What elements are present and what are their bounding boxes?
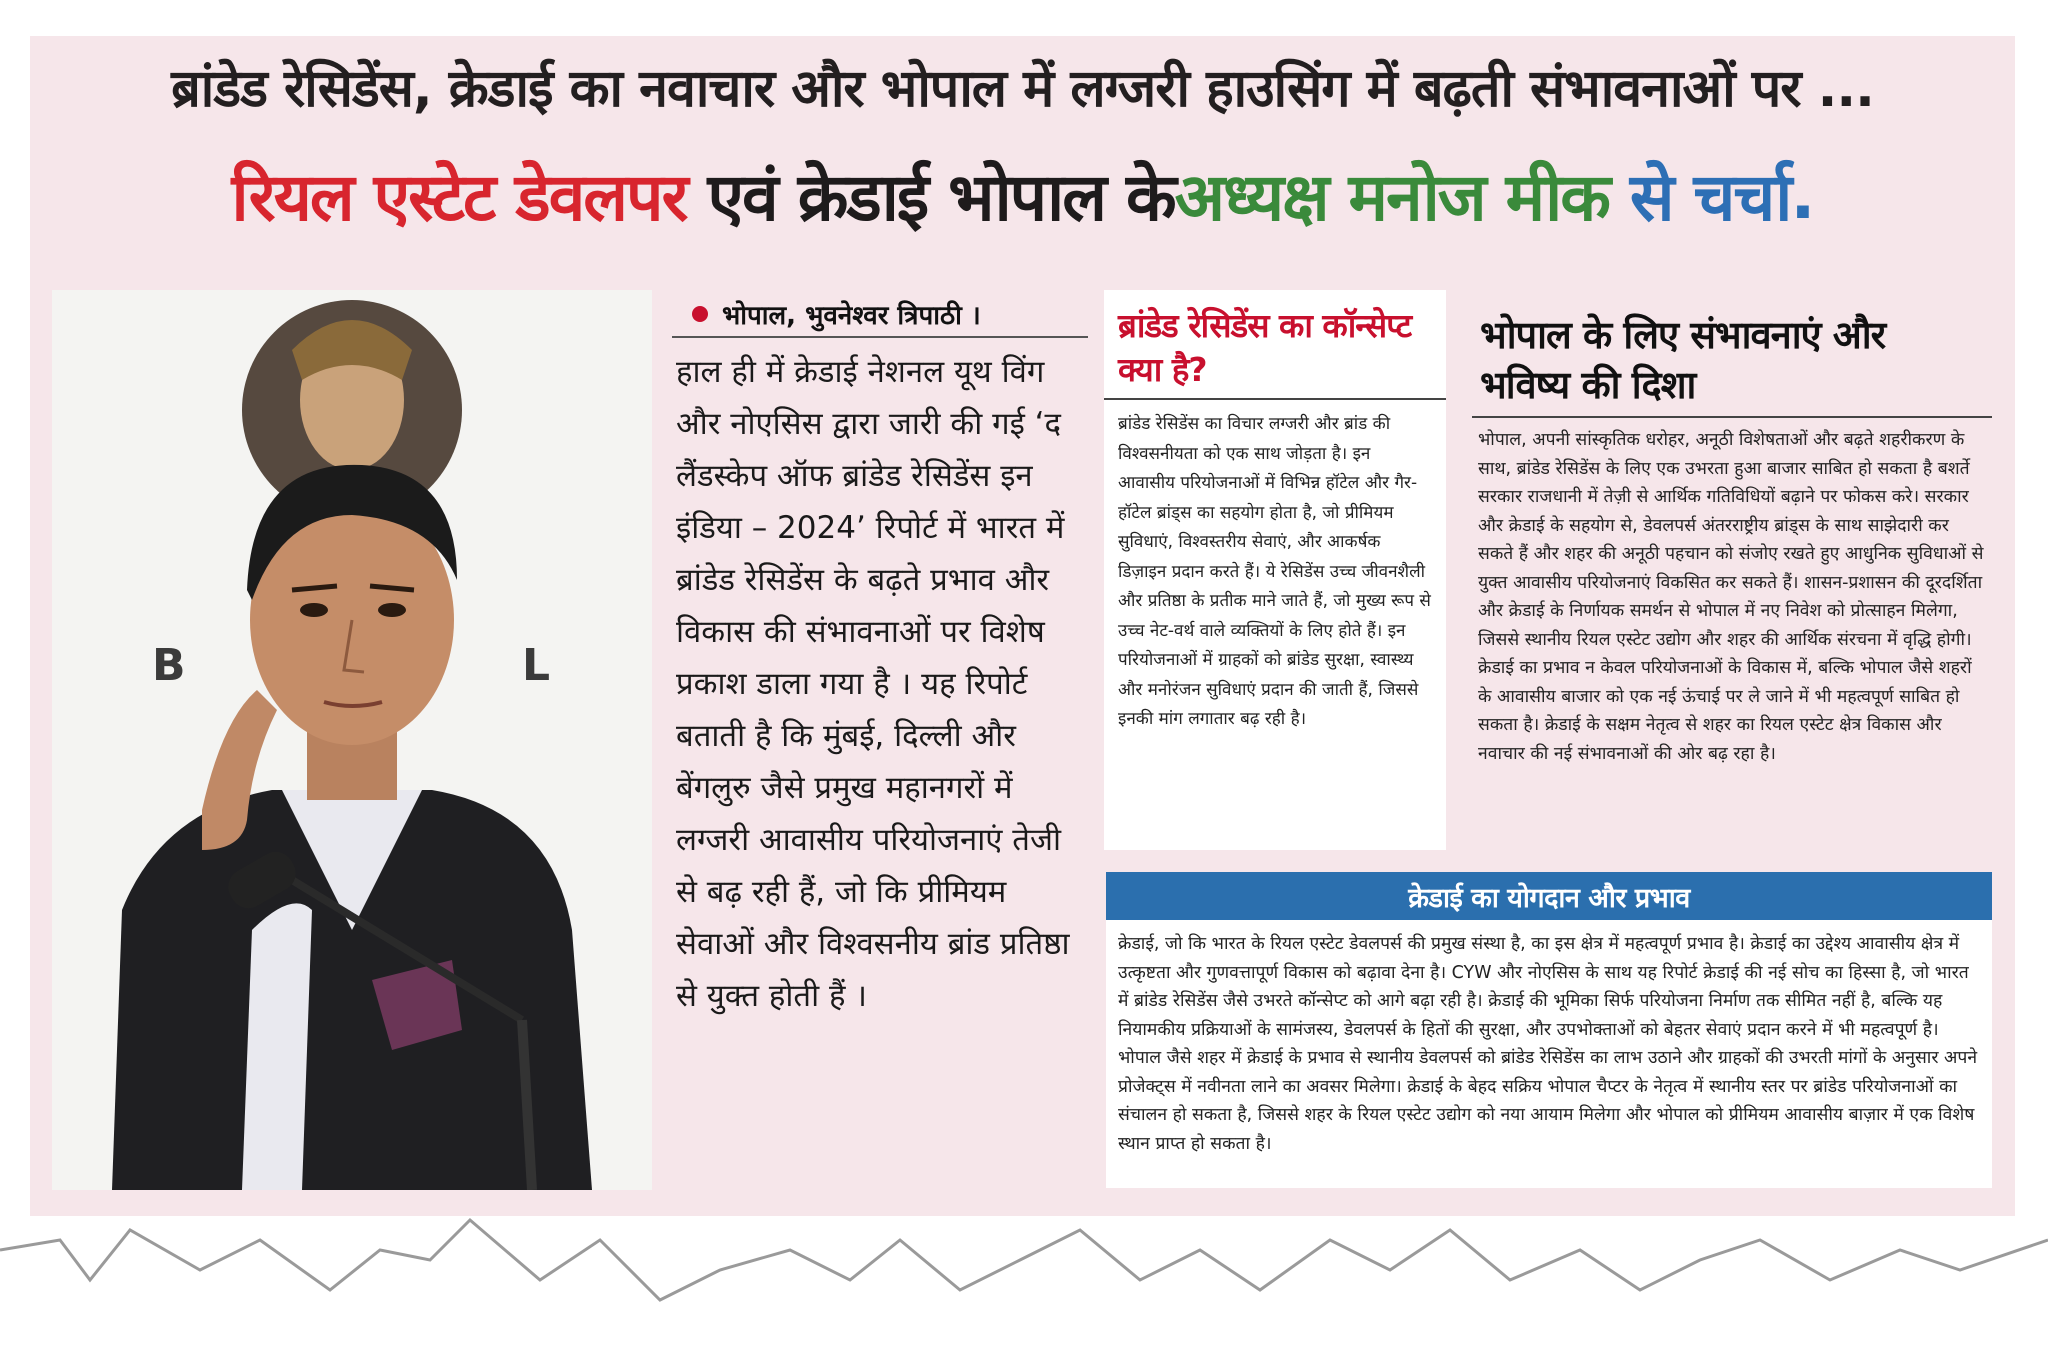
bullet-dot-icon: [692, 306, 708, 322]
future-paragraph-1: भोपाल, अपनी सांस्कृतिक धरोहर, अनूठी विशेषताओं और बढ़ते शहरीकरण के साथ, ब्रांडेड रेसिडेंस के लिए एक उभरता हुआ बाजार साबित हो सकता है बशर्ते सरकार राजधानी में तेज़ी से आर्थिक गतिविधियों बढ़ाने पर फोकस करे। सरकार और क्रेडाई के सहयोग से, डेवलपर्स अंतरराष्ट्रीय ब्रांड्स के साथ साझेदारी कर सकते हैं और शहर की अनूठी पहचान को संजोए रखते हुए आधुनिक सुविधाओं से युक्त आवासीय परियोजनाएं विकसित कर सकते हैं। शासन-प्रशासन की दूरदर्शिता और क्रेडाई के निर्णायक समर्थन से भोपाल में नए निवेश को प्रोत्साहन मिलेगा, जिससे स्थानीय रियल एस्टेट उद्योग और शहर की आर्थिक संरचना में वृद्धि होगी।: [1478, 430, 1984, 650]
concept-title: ब्रांडेड रेसिडेंस का कॉन्सेप्ट क्या है?: [1104, 290, 1446, 400]
headline-top: ब्रांडेड रेसिडेंस, क्रेडाई का नवाचार और भोपाल में लग्जरी हाउसिंग में बढ़ती संभावनाओं पर ...: [171, 58, 1874, 119]
future-paragraph-2: क्रेडाई का प्रभाव न केवल परियोजनाओं के विकास में, बल्कि भोपाल जैसे शहरों के आवासीय बाजार को एक नई ऊंचाई पर ले जाने में भी महत्वपूर्ण साबित हो सकता है। क्रेडाई के सक्षम नेतृत्व से शहर का रियल एस्टेट क्षेत्र विकास और नवाचार की नई संभावनाओं की ओर बढ़ रहा है।: [1478, 658, 1972, 764]
main-article-body: हाल ही में क्रेडाई नेशनल यूथ विंग और नोएसिस द्वारा जारी की गई ‘द लैंडस्केप ऑफ ब्रांडेड रेसिडेंस इन इंडिया – 2024’ रिपोर्ट में भारत में ब्रांडेड रेसिडेंस के बढ़ते प्रभाव और विकास की संभावनाओं पर विशेष प्रकाश डाला गया है । यह रिपोर्ट बताती है कि मुंबई, दिल्ली और बेंगलुरु जैसे प्रमुख महानगरों में लग्जरी आवासीय परियोजनाएं तेजी से बढ़ रही हैं, जो कि प्रीमियम सेवाओं और विश्वसनीय ब्रांड प्रतिष्ठा से युक्त होती हैं ।: [676, 354, 1070, 1014]
headline-main-part-red: रियल एस्टेट डेवलपर: [231, 159, 687, 236]
future-section: [1472, 306, 1992, 866]
concept-box: [1104, 290, 1446, 850]
poster-letter-l: L: [522, 640, 551, 691]
contribution-paragraph-2: भोपाल जैसे शहर में क्रेडाई के प्रभाव से स्थानीय डेवलपर्स को ब्रांडेड रेसिडेंस का लाभ उठाने और ग्राहकों की उभरती मांगों के अनुसार अपने प्रोजेक्ट्स में नवीनता लाने का अवसर मिलेगा। क्रेडाई के बेहद सक्रिय भोपाल चैप्टर के नेतृत्व में स्थानीय स्तर पर ब्रांडेड परियोजनाओं का संचालन हो सकता है, जिससे शहर के रियल एस्टेट उद्योग को नया आयाम मिलेगा और भोपाल को प्रीमियम आवासीय बाज़ार में एक विशेष स्थान प्राप्त हो सकता है।: [1118, 1048, 1978, 1154]
concept-body: ब्रांडेड रेसिडेंस का विचार लग्जरी और ब्रांड की विश्वसनीयता को एक साथ जोड़ता है। इन आवासीय परियोजनाओं में विभिन्न हॉटेल और गैर-हॉटेल ब्रांड्स का सहयोग होता है, जो प्रीमियम सुविधाएं, विश्वस्तरीय सेवाएं, और आकर्षक डिज़ाइन प्रदान करते हैं। ये रेसिडेंस उच्च जीवनशैली और प्रतिष्ठा के प्रतीक माने जाते हैं, जो मुख्य रूप से उच्च नेट-वर्थ वाले व्यक्तियों के लिए होते हैं। इन परियोजनाओं में ग्राहकों को ब्रांडेड सुरक्षा, स्वास्थ्य और मनोरंजन सुविधाएं प्रदान की जाती हैं, जिससे इनकी मांग लगातार बढ़ रही है।: [1118, 414, 1431, 729]
contribution-section: [1106, 872, 1992, 1188]
contribution-paragraph-1: क्रेडाई, जो कि भारत के रियल एस्टेट डेवलपर्स की प्रमुख संस्था है, का इस क्षेत्र में महत्वपूर्ण प्रभाव है। क्रेडाई का उद्देश्य आवासीय क्षेत्र में उत्कृष्टता और गुणवत्तापूर्ण विकास को बढ़ावा देना है। CYW और नोएसिस के साथ यह रिपोर्ट क्रेडाई की नई सोच का हिस्सा है, जो भारत में ब्रांडेड रेसिडेंस जैसे उभरते कॉन्सेप्ट को आगे बढ़ा रही है। क्रेडाई की भूमिका सिर्फ परियोजना निर्माण तक सीमित नहीं है, बल्कि यह नियामकीय प्रक्रियाओं के सामंजस्य, डेवलपर्स के हितों की सुरक्षा, और उपभोक्ताओं को बेहतर सेवाएं प्रदान करने में भी महत्वपूर्ण है।: [1118, 934, 1969, 1040]
headline-main-part-black: एवं क्रेडाई भोपाल के: [707, 159, 1175, 236]
contribution-title-bar: क्रेडाई का योगदान और प्रभाव: [1106, 872, 1992, 920]
headline-main: [30, 140, 2015, 250]
portrait-photo: [52, 290, 652, 1190]
main-article-column: [672, 292, 1088, 1192]
contribution-body: [1106, 920, 1992, 1168]
headline-main-part-green: अध्यक्ष मनोज मीक: [1174, 159, 1609, 236]
portrait-illustration: [52, 290, 652, 1190]
headline-main-dot: .: [1790, 156, 1814, 234]
future-body: [1472, 418, 1992, 776]
byline: [672, 292, 1088, 338]
torn-paper-edge: [0, 1180, 2048, 1365]
headline-main-part-blue: से चर्चा: [1629, 159, 1791, 236]
byline-text: भोपाल, भुवनेश्वर त्रिपाठी ।: [722, 301, 981, 331]
future-title: भोपाल के लिए संभावनाएं और भविष्य की दिशा: [1472, 306, 1992, 418]
poster-letter-b: B: [152, 640, 186, 691]
